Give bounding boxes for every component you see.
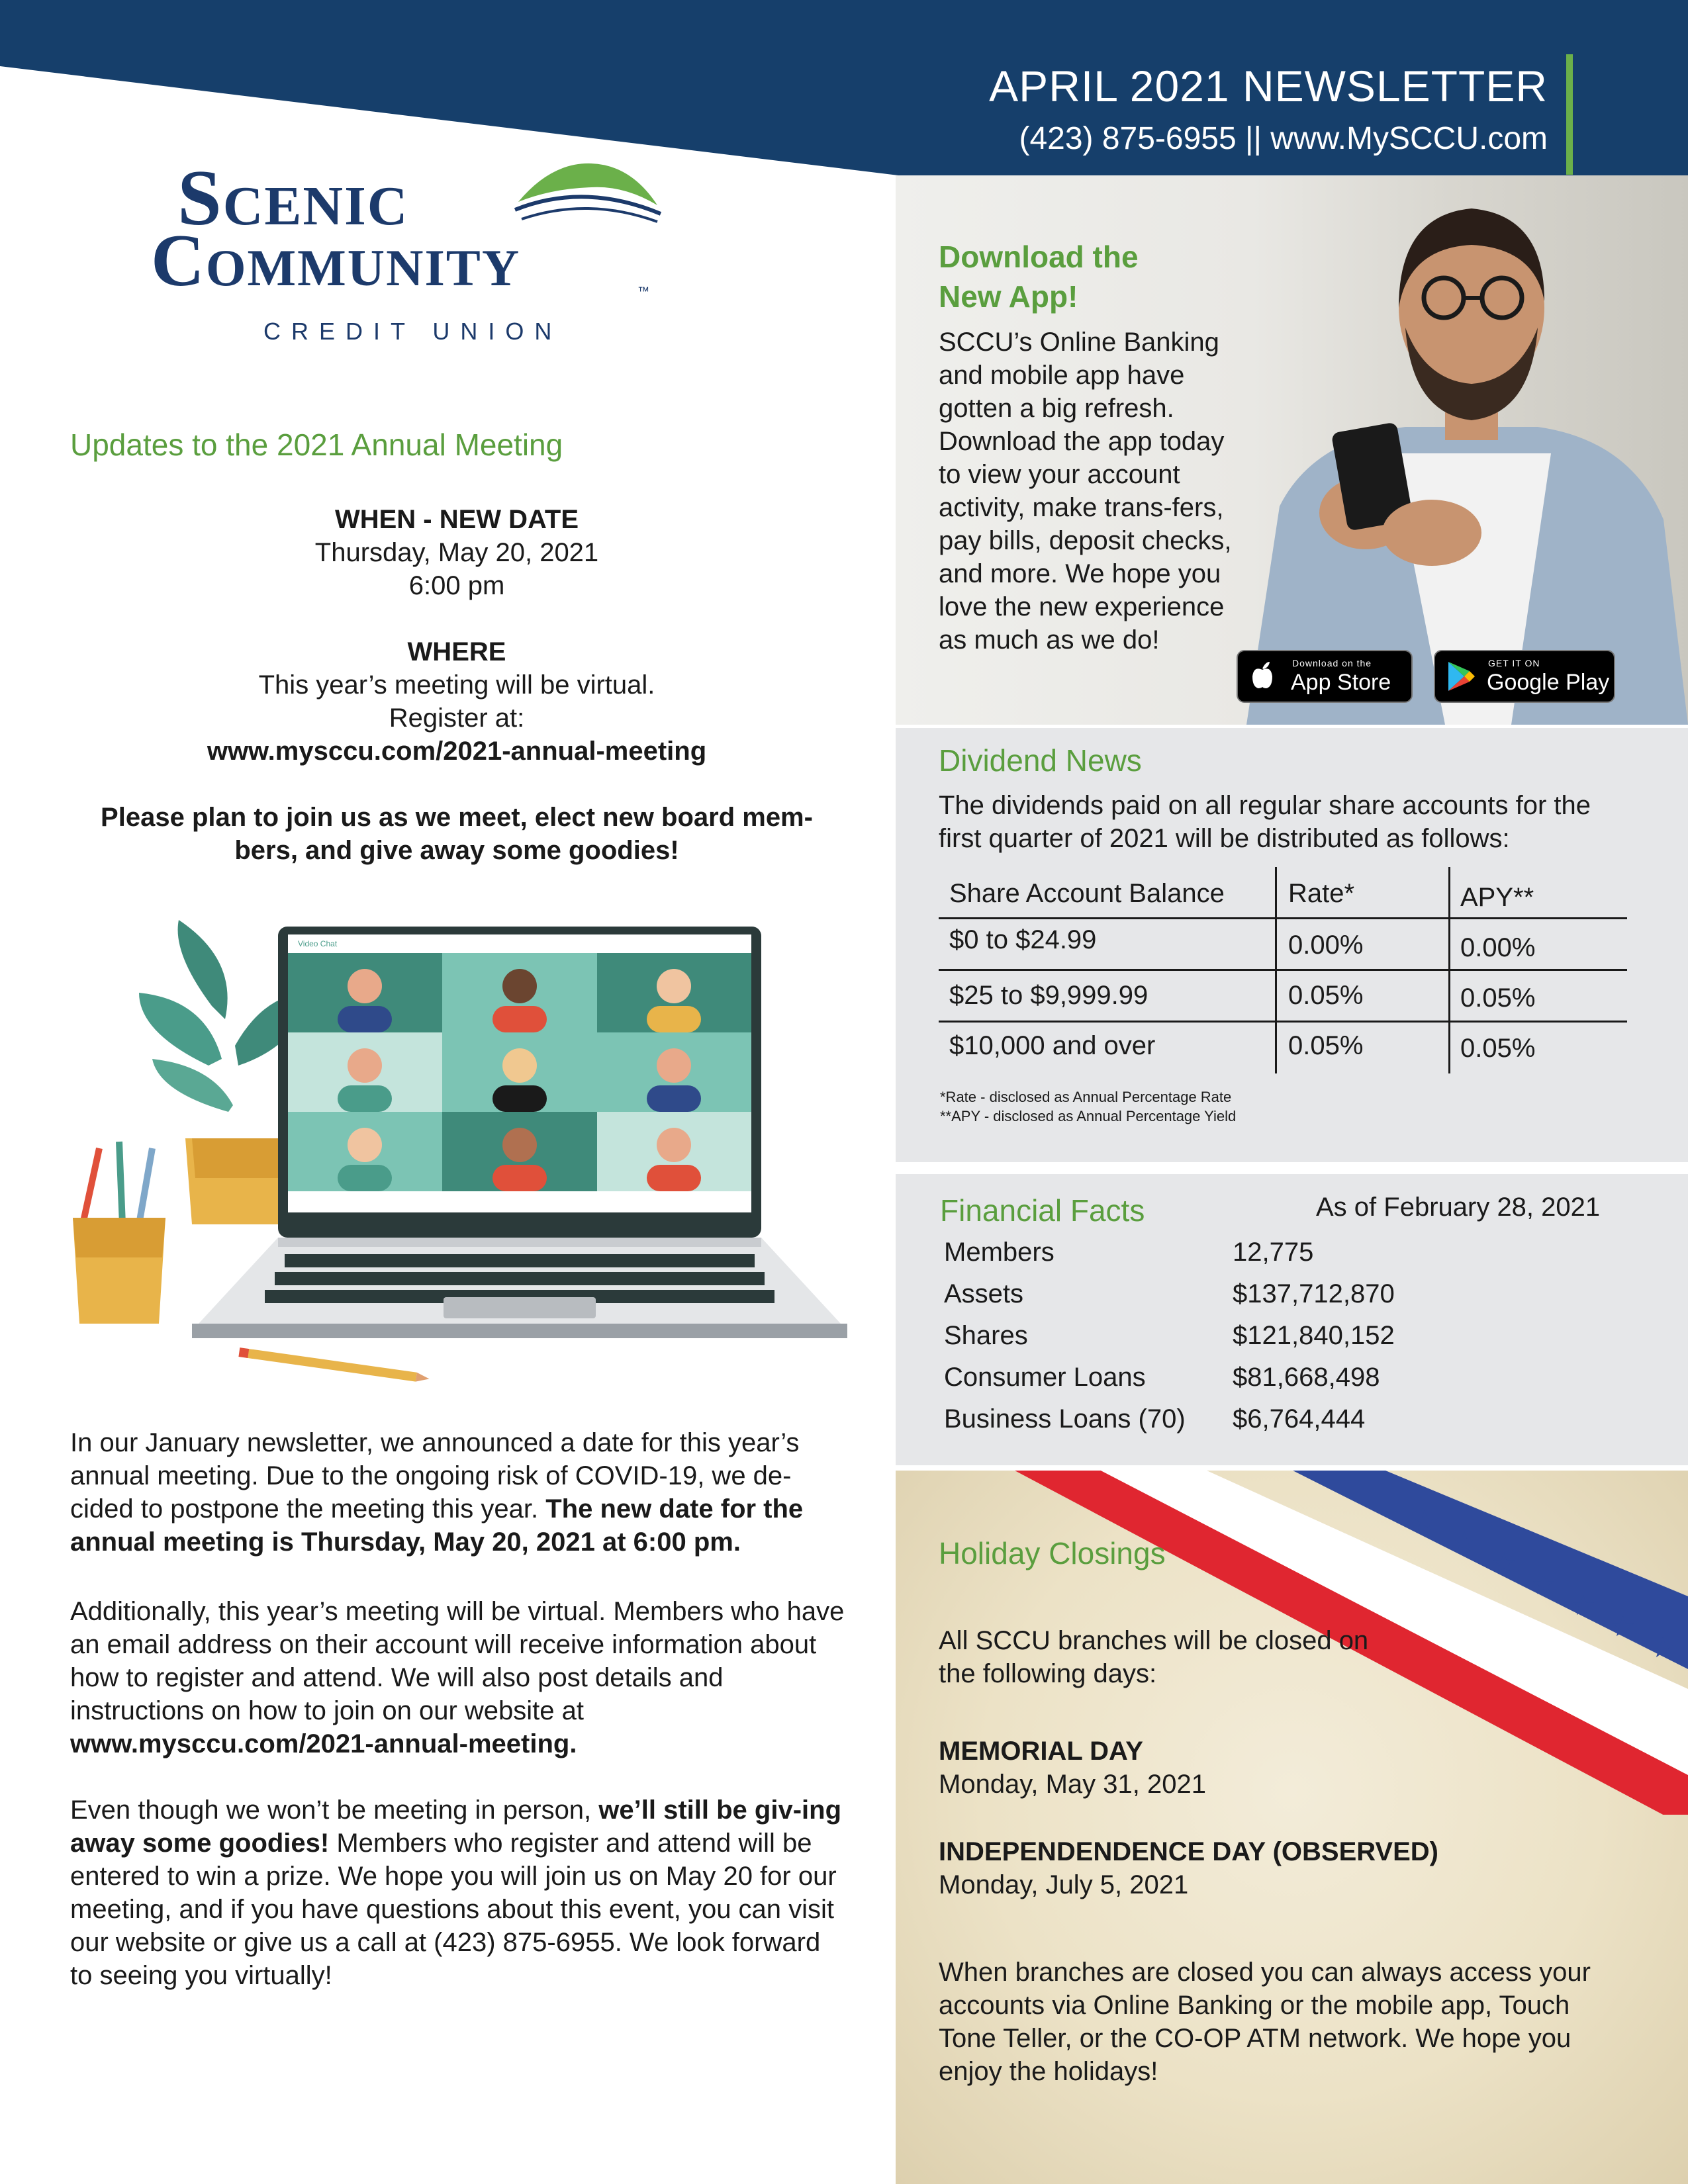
header-accent-bar <box>1566 54 1573 175</box>
svg-text:★: ★ <box>1491 1547 1517 1579</box>
p1-bold: The new date for the annual meeting is Thursday, May 20, 2021 at 6:00 pm. <box>70 1494 804 1557</box>
financial-value: $81,668,498 <box>1233 1363 1380 1392</box>
logo-word-scenic: Scenic <box>177 154 409 242</box>
man-with-phone-photo <box>1207 175 1688 725</box>
holiday-2-date: Monday, July 5, 2021 <box>939 1870 1189 1899</box>
financial-heading: Financial Facts <box>940 1193 1145 1228</box>
newsletter-title: APRIL 2021 NEWSLETTER <box>989 62 1548 111</box>
logo-trademark: ™ <box>637 285 649 298</box>
table-rule <box>939 969 1627 971</box>
when-date: Thursday, May 20, 2021 <box>314 538 599 567</box>
p1-text: In our January newsletter, we announced a date for this year’s annual meeting. Due to the ongoing risk of COVID-19, we de-cided to postpone the meeting this year. <box>70 1428 800 1524</box>
when-label: WHEN - NEW DATE <box>334 505 579 534</box>
logo-subtitle: CREDIT UNION <box>263 318 563 345</box>
table-cell: $0 to $24.99 <box>949 925 1097 954</box>
app-heading-line-2: New App! <box>939 279 1078 314</box>
table-cell: 0.00% <box>1288 931 1364 960</box>
p3-text-c: Members who register and attend will be entered to win a prize. We hope you will join us on May 20 for our meeting, and if you have questions about this event, you can visit our website or give us a call at (423) 875-6955. We look forward to seeing you virtually! <box>70 1829 837 1990</box>
apple-icon <box>1251 660 1274 690</box>
holiday-outro: When branches are closed you can always access your accounts via Online Banking or the mobile app, Touch Tone Teller, or the CO-OP ATM network. We hope you enjoy the holidays! <box>939 1958 1591 2086</box>
financial-value: 12,775 <box>1233 1238 1314 1267</box>
table-divider <box>1448 867 1450 1073</box>
table-cell: 0.05% <box>1288 1031 1364 1060</box>
dividend-intro: The dividends paid on all regular share accounts for the first quarter of 2021 will be distributed as follows: <box>939 791 1591 853</box>
financial-label: Business Loans (70) <box>944 1404 1186 1433</box>
financial-value: $137,712,870 <box>1233 1279 1395 1308</box>
table-cell: 0.00% <box>1460 933 1536 962</box>
financial-label: Assets <box>944 1279 1024 1308</box>
col-header-rate: Rate* <box>1288 879 1355 908</box>
google-play-button[interactable] <box>1434 650 1615 703</box>
svg-text:★: ★ <box>1452 1525 1477 1558</box>
holiday-2-name: INDEPENDENDENCE DAY (OBSERVED) <box>939 1837 1438 1866</box>
where-text-2: Register at: <box>389 704 525 733</box>
scenic-community-logo <box>151 152 667 351</box>
app-store-small-text: Download on the <box>1292 658 1372 668</box>
plan-text: Please plan to join us as we meet, elect new board mem-bers, and give away some goodies! <box>101 803 813 865</box>
newsletter-contact: (423) 875-6955 || www.MySCCU.com <box>1019 121 1548 156</box>
body-paragraph-3 <box>70 1794 845 1992</box>
dividend-footnote-1: *Rate - disclosed as Annual Percentage Rate <box>940 1089 1232 1105</box>
dividend-heading: Dividend News <box>939 743 1142 778</box>
dividend-table <box>939 867 1627 1072</box>
financial-label: Consumer Loans <box>944 1363 1146 1392</box>
table-cell: 0.05% <box>1288 981 1364 1010</box>
logo-hill-icon <box>512 156 664 228</box>
col-header-balance: Share Account Balance <box>949 879 1225 908</box>
meeting-plan <box>73 801 841 867</box>
holiday-1-date: Monday, May 31, 2021 <box>939 1770 1206 1799</box>
app-description: SCCU’s Online Banking and mobile app have gotten a big refresh. Download the app today to view your account activity, make trans-fers, pay bills, deposit checks, and more. We hope you love the new experience as much as we do! <box>939 328 1232 655</box>
when-time: 6:00 pm <box>408 571 505 600</box>
keyboard-icon <box>265 1254 774 1303</box>
body-paragraph-2 <box>70 1595 845 1760</box>
table-cell: 0.05% <box>1460 1034 1536 1063</box>
video-chat-label: Video Chat <box>298 939 338 948</box>
app-heading <box>939 237 1139 316</box>
p3-bold: we’ll still be giv-ing away some goodies! <box>70 1796 841 1858</box>
table-cell: $10,000 and over <box>949 1031 1156 1060</box>
table-rule <box>939 917 1627 919</box>
meeting-details <box>172 503 741 768</box>
body-paragraph-1 <box>70 1426 845 1559</box>
p2-text: Additionally, this year’s meeting will be virtual. Members who have an email address on their account will receive information about how to register and attend. We will also post details and instructions on how to join on our website at <box>70 1597 845 1725</box>
app-store-big-text: App Store <box>1291 670 1391 695</box>
p3-text-a: Even though we won’t be meeting in person, <box>70 1796 599 1825</box>
svg-text:★: ★ <box>1650 1631 1675 1664</box>
pencil-cup-icon <box>73 1142 165 1324</box>
col-header-apy: APY** <box>1460 883 1534 912</box>
svg-text:★: ★ <box>1611 1610 1636 1643</box>
financial-label: Members <box>944 1238 1055 1267</box>
table-rule <box>939 1021 1627 1023</box>
google-play-big-text: Google Play <box>1487 670 1610 695</box>
financial-label: Shares <box>944 1321 1028 1350</box>
app-heading-line-1: Download the <box>939 240 1139 274</box>
svg-text:★: ★ <box>1412 1504 1437 1537</box>
where-label: WHERE <box>407 637 506 666</box>
holiday-intro: All SCCU branches will be closed on the following days: <box>939 1626 1369 1688</box>
table-cell: 0.05% <box>1460 983 1536 1013</box>
video-meeting-illustration <box>60 913 854 1390</box>
table-cell: $25 to $9,999.99 <box>949 981 1149 1010</box>
where-url[interactable]: www.mysccu.com/2021-annual-meeting <box>207 737 707 766</box>
financial-value: $6,764,444 <box>1233 1404 1366 1433</box>
financial-value: $121,840,152 <box>1233 1321 1395 1350</box>
table-divider <box>1275 867 1277 1073</box>
google-play-small-text: GET IT ON <box>1488 658 1540 668</box>
google-play-icon <box>1447 660 1476 696</box>
logo-word-community: Community <box>151 220 521 302</box>
app-store-button[interactable] <box>1237 650 1413 703</box>
holiday-1-name: MEMORIAL DAY <box>939 1737 1143 1766</box>
where-text-1: This year’s meeting will be virtual. <box>258 670 655 700</box>
svg-text:★: ★ <box>1531 1568 1556 1600</box>
pencil-icon <box>238 1347 430 1383</box>
svg-text:★: ★ <box>1571 1589 1596 1621</box>
financial-as-of: As of February 28, 2021 <box>1316 1193 1601 1222</box>
p2-url[interactable]: www.mysccu.com/2021-annual-meeting. <box>70 1729 577 1758</box>
holiday-heading: Holiday Closings <box>939 1536 1166 1570</box>
meeting-heading: Updates to the 2021 Annual Meeting <box>70 428 563 462</box>
dividend-footnote-2: **APY - disclosed as Annual Percentage Yield <box>940 1108 1237 1124</box>
